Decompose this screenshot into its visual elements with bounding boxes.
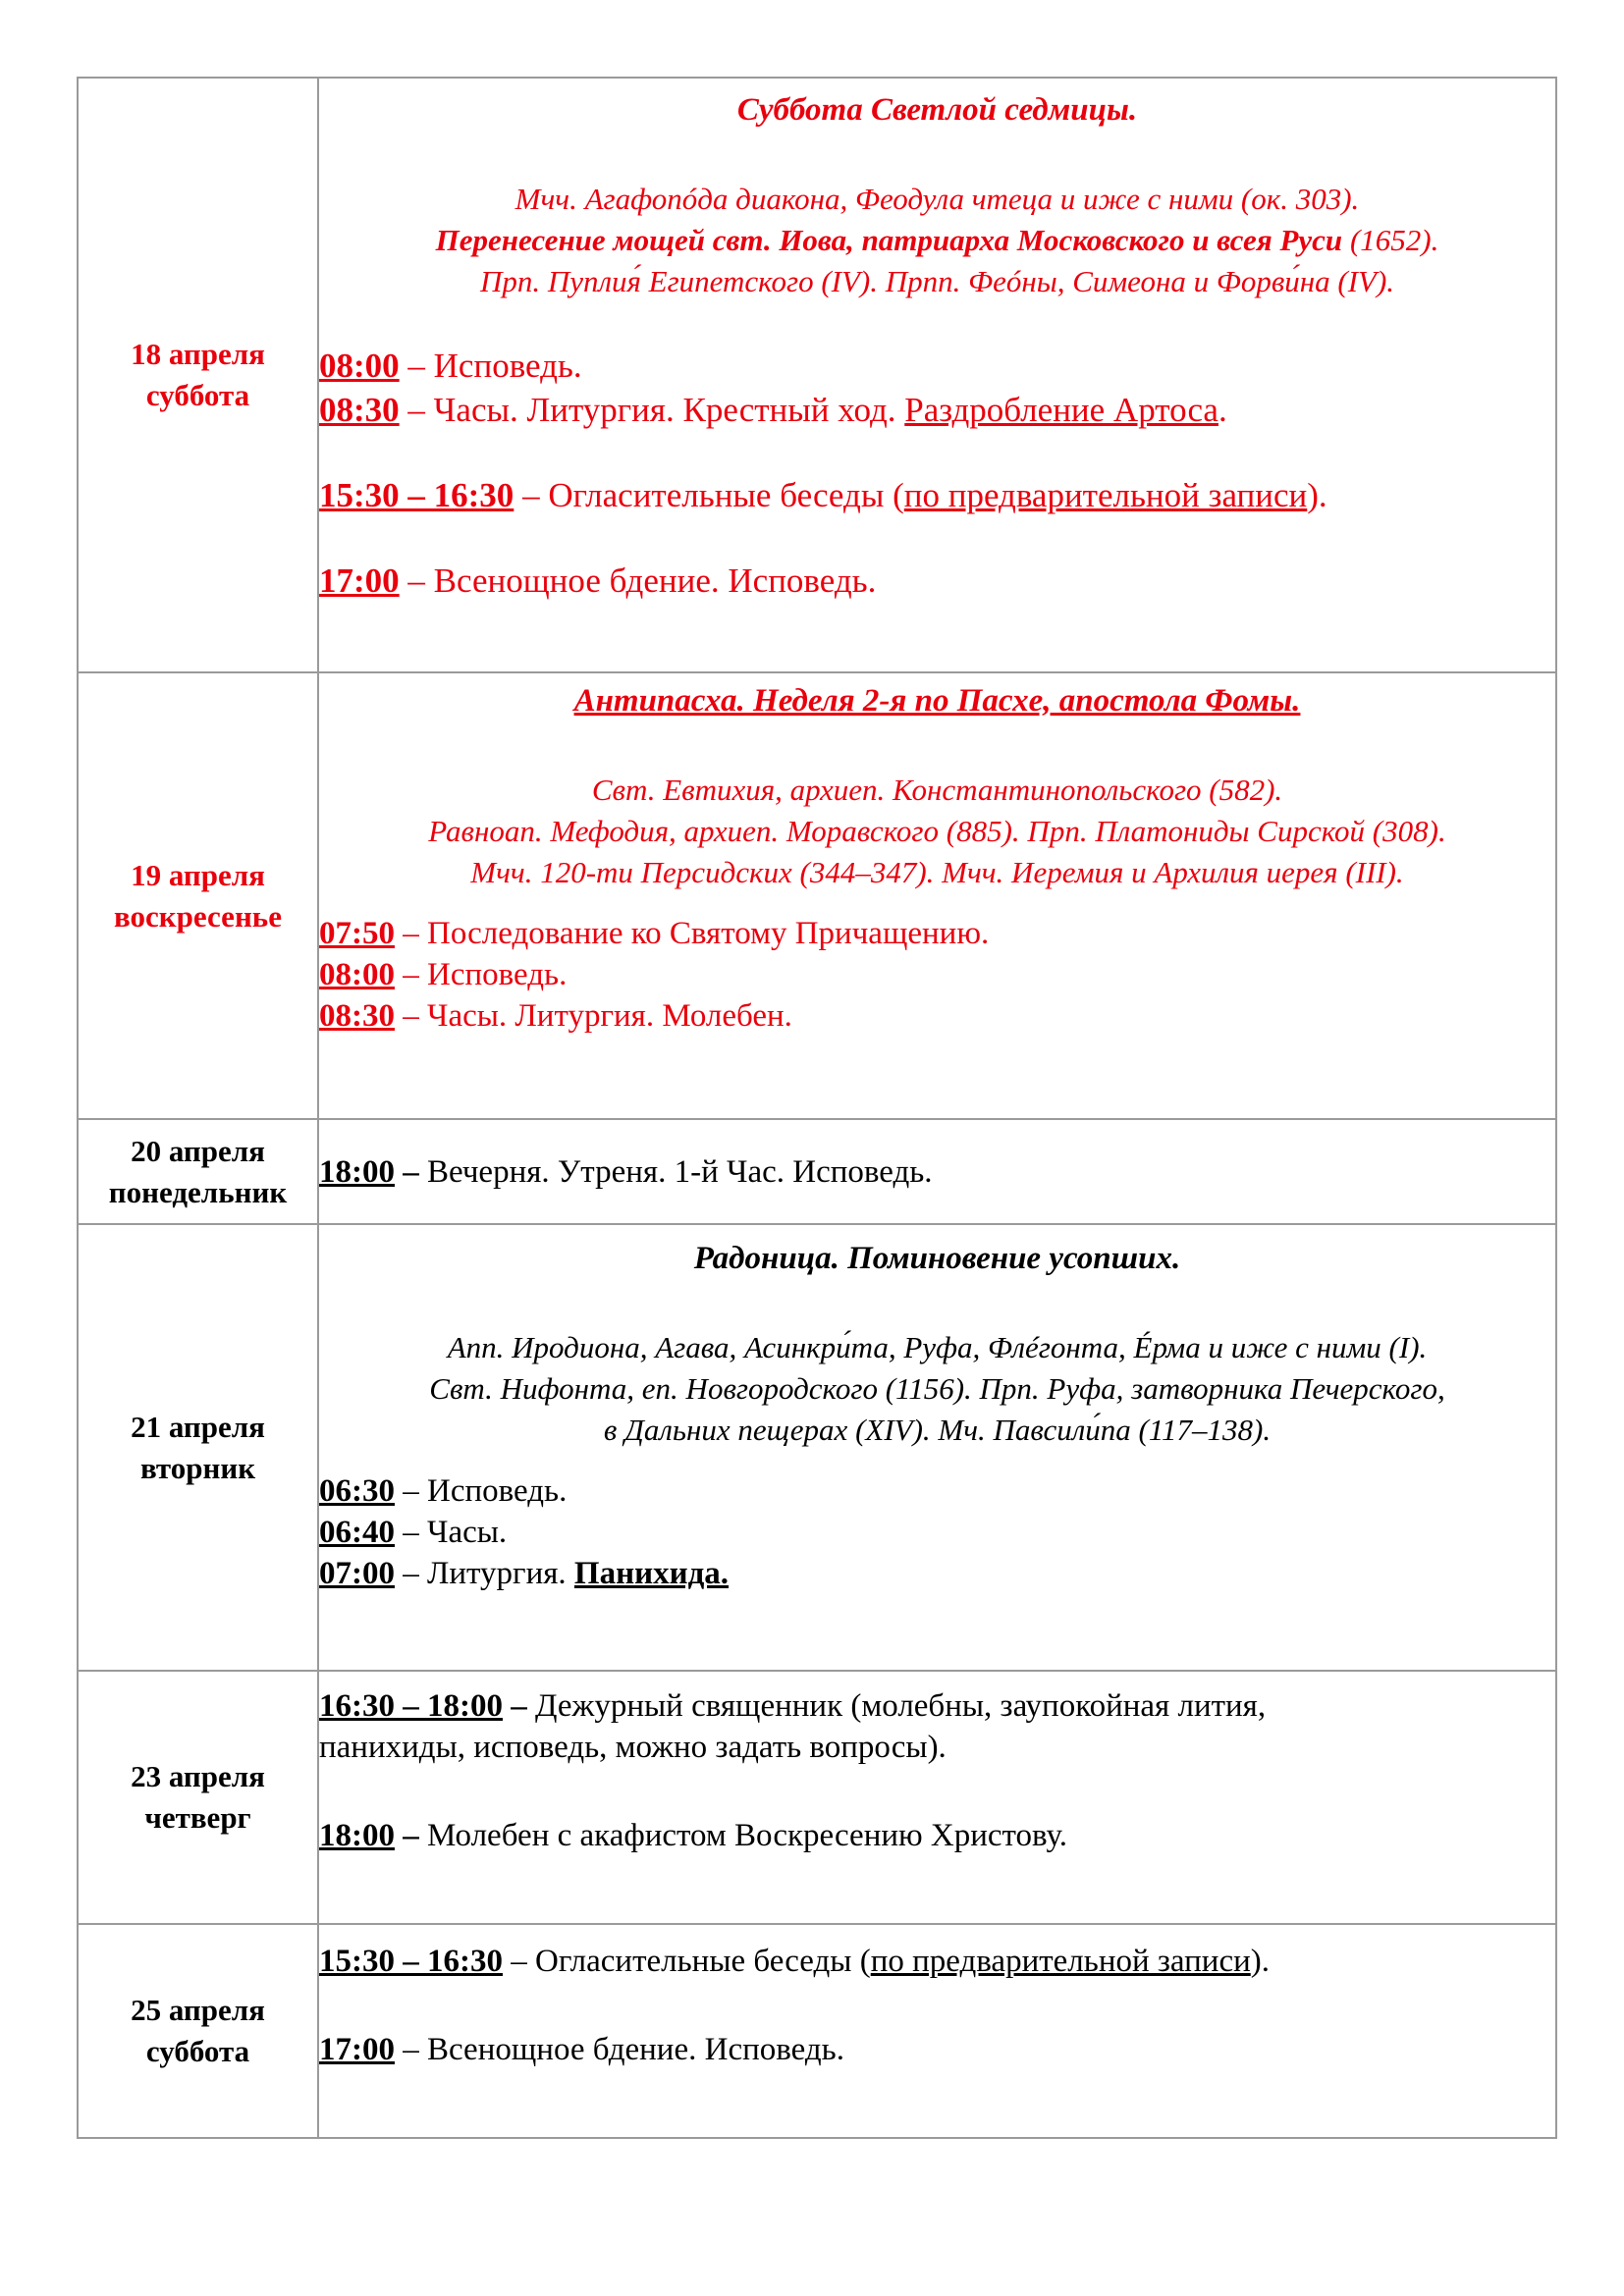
service-dash: – [395, 1153, 419, 1190]
date-label: 20 апреля [131, 1133, 265, 1168]
service-item [319, 1512, 1555, 1553]
day-title: Антипасха. Неделя 2-я по Пасхе, апостола Фомы. [573, 683, 1301, 719]
service-text: – Последование ко Святому Причащению. [395, 916, 990, 951]
day-title: Суббота Светлой седмицы. [736, 92, 1138, 128]
service-text: – Огласительные беседы ( [502, 1944, 871, 1979]
service-item [319, 913, 1555, 954]
service-dash: – [502, 1688, 527, 1724]
service-item [319, 1685, 1555, 1727]
saints-highlight: Перенесение мощей свт. Иова, патриарха Московского и всея Руси [435, 223, 1343, 257]
service-time: 16:30 – 18:00 [319, 1688, 503, 1724]
registration-link[interactable]: по предварительной записи [870, 1944, 1251, 1979]
schedule-row [78, 1224, 1556, 1671]
schedule-table [77, 77, 1557, 2139]
weekday-label: вторник [139, 1450, 256, 1485]
date-cell [78, 1224, 318, 1671]
saints-year: (1652). [1342, 223, 1439, 257]
service-dash: – [395, 1818, 419, 1853]
schedule-row [78, 672, 1556, 1119]
service-time: 08:30 [319, 998, 395, 1034]
service-time: 18:00 [319, 1818, 395, 1853]
artos-link[interactable]: Раздробление Артоса [904, 391, 1218, 429]
services-cell [318, 1224, 1556, 1671]
saints-line: в Дальних пещерах (XIV). Мч. Павсили́па (117–138). [603, 1413, 1272, 1447]
schedule-row [78, 1671, 1556, 1924]
service-time: 08:00 [319, 347, 400, 385]
service-text: – Исповедь. [395, 957, 568, 992]
service-item [319, 1815, 1555, 1856]
weekday-label: четверг [144, 1800, 251, 1835]
date-label: 18 апреля [131, 337, 265, 371]
services-cell [318, 672, 1556, 1119]
service-time: 17:00 [319, 2032, 395, 2067]
date-cell [78, 1119, 318, 1224]
saints-line: Свт. Нифонта, еп. Новгородского (1156). Прп. Руфа, затворника Печерского, [429, 1371, 1445, 1406]
date-cell [78, 78, 318, 672]
date-cell [78, 672, 318, 1119]
day-title: Радоница. Поминовение усопших. [693, 1241, 1181, 1276]
saints-line: Мчч. 120-ти Персидских (344–347). Мчч. Иеремия и Архилия иерея (III). [470, 855, 1404, 889]
service-time: 06:40 [319, 1515, 395, 1550]
service-item [319, 559, 1555, 603]
saints-line: Равноап. Мефодия, архиеп. Моравского (885). Прп. Платониды Сирской (308). [428, 814, 1446, 848]
date-label: 25 апреля [131, 1993, 265, 2027]
saints-line: Апп. Иродиона, Агава, Асинкри́та, Руфа, Флéгонта, Éрма и иже с ними (I). [447, 1330, 1428, 1364]
saints-list [319, 770, 1555, 893]
service-item [319, 1151, 1555, 1193]
service-text: – Всенощное бдение. Исповедь. [399, 561, 877, 600]
service-item [319, 344, 1555, 388]
schedule-row [78, 78, 1556, 672]
service-text: Дежурный священник (молебны, заупокойная лития, [526, 1688, 1267, 1724]
saints-list [319, 1327, 1555, 1451]
weekday-label: суббота [145, 378, 250, 412]
service-item [319, 473, 1555, 517]
service-time: 18:00 [319, 1153, 395, 1190]
service-text: – Часы. [395, 1515, 508, 1550]
service-text: Молебен с акафистом Воскресению Христову. [418, 1818, 1067, 1853]
date-label: 23 апреля [131, 1759, 265, 1793]
registration-link[interactable]: по предварительной записи [903, 476, 1308, 514]
service-item [319, 954, 1555, 995]
service-item [319, 2029, 1555, 2070]
service-end: ). [1250, 1944, 1271, 1979]
services-cell [318, 1924, 1556, 2138]
service-text: – Исповедь. [395, 1473, 568, 1509]
saints-line: Прп. Пуплия́ Египетского (IV). Прпп. Феóны, Симеона и Форви́на (IV). [479, 264, 1395, 298]
weekday-label: воскресенье [114, 898, 282, 934]
schedule-row [78, 1119, 1556, 1224]
service-text: – Часы. Литургия. Крестный ход. [399, 391, 905, 429]
service-text: – Часы. Литургия. Молебен. [395, 998, 792, 1034]
saints-line [319, 220, 1555, 261]
service-text: Вечерня. Утреня. 1-й Час. Исповедь. [418, 1153, 933, 1190]
service-end: . [1218, 391, 1227, 429]
weekday-label: суббота [145, 2034, 250, 2068]
service-text: – Огласительные беседы ( [514, 476, 904, 514]
service-item [319, 1470, 1555, 1512]
service-time: 15:30 – 16:30 [319, 476, 514, 514]
service-text: – Литургия. [395, 1556, 574, 1591]
service-time: 07:50 [319, 916, 395, 951]
service-time: 15:30 – 16:30 [319, 1944, 503, 1979]
service-time: 08:00 [319, 957, 395, 992]
services-cell [318, 1119, 1556, 1224]
date-label: 21 апреля [131, 1409, 265, 1444]
service-item [319, 1941, 1555, 1982]
services-cell [318, 78, 1556, 672]
saints-list [319, 179, 1555, 302]
saints-line: Мчч. Агафопóда диакона, Феодула чтеца и иже с ними (ок. 303). [514, 182, 1360, 216]
date-label: 19 апреля [131, 857, 265, 892]
schedule-row [78, 1924, 1556, 2138]
service-item [319, 388, 1555, 432]
service-item [319, 1553, 1555, 1594]
service-text: – Исповедь. [399, 347, 582, 385]
date-cell [78, 1924, 318, 2138]
saints-line: Свт. Евтихия, архиеп. Константинопольского (582). [591, 773, 1283, 807]
services-cell [318, 1671, 1556, 1924]
service-time: 06:30 [319, 1473, 395, 1509]
service-time: 08:30 [319, 391, 400, 429]
service-time: 07:00 [319, 1556, 395, 1591]
date-cell [78, 1671, 318, 1924]
service-item [319, 995, 1555, 1037]
panikhida-link[interactable]: Панихида. [573, 1556, 730, 1591]
service-time: 17:00 [319, 561, 400, 600]
service-item-continued: панихиды, исповедь, можно задать вопросы). [319, 1730, 947, 1765]
service-end: ). [1307, 476, 1327, 514]
weekday-label: понедельник [108, 1174, 288, 1209]
service-text: – Всенощное бдение. Исповедь. [395, 2032, 844, 2067]
